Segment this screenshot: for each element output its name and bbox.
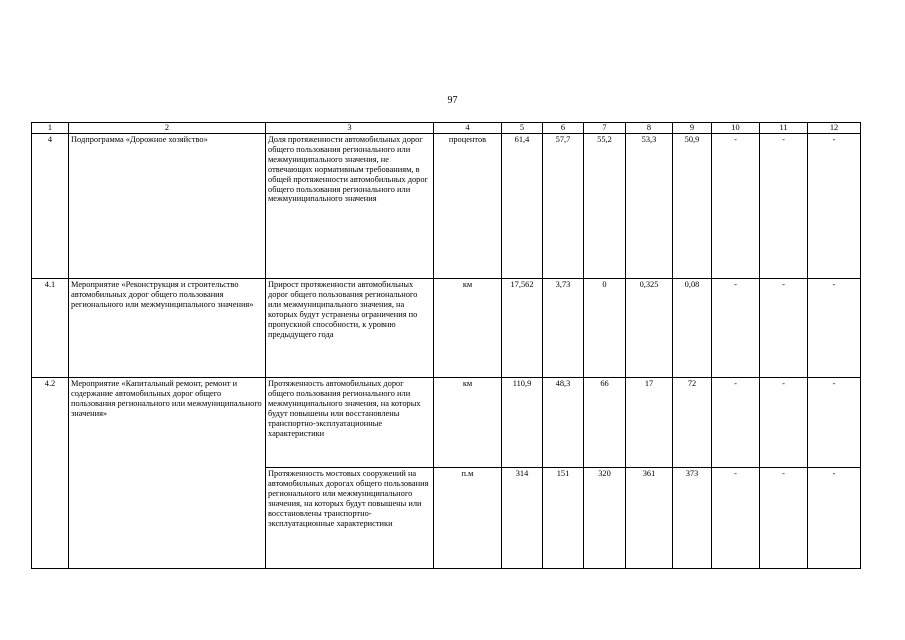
value-cell: - <box>808 279 861 378</box>
value-cell: - <box>808 134 861 279</box>
value-cell: - <box>712 134 760 279</box>
indicator-name: Доля протяженности автомобильных дорог общего пользования регионального или межмуниципального значения, не отвечающих нормативным требованиям, в общей протяженности автомобильных дорог общего пользования регионального или межмуниципального значения <box>266 134 434 279</box>
column-number-cell: 10 <box>712 123 760 134</box>
value-cell: 361 <box>626 468 673 569</box>
value-cell: 320 <box>584 468 626 569</box>
value-cell: 3,73 <box>543 279 584 378</box>
value-cell: - <box>712 468 760 569</box>
unit: км <box>434 378 502 468</box>
value-cell: - <box>760 468 808 569</box>
page-number: 97 <box>447 95 458 106</box>
column-number-cell: 4 <box>434 123 502 134</box>
column-number-cell: 5 <box>502 123 543 134</box>
value-cell: 50,9 <box>673 134 712 279</box>
row-number: 4.1 <box>32 279 69 378</box>
table-row <box>32 134 861 279</box>
indicators-table <box>31 122 861 569</box>
column-number-cell: 7 <box>584 123 626 134</box>
column-number-cell: 3 <box>266 123 434 134</box>
value-cell: 66 <box>584 378 626 468</box>
program-name: Мероприятие «Капитальный ремонт, ремонт и содержание автомобильных дорог общего пользования регионального или межмуниципального значения» <box>69 378 266 569</box>
unit: п.м <box>434 468 502 569</box>
value-cell: 53,3 <box>626 134 673 279</box>
value-cell: 314 <box>502 468 543 569</box>
value-cell: - <box>808 378 861 468</box>
indicator-name: Прирост протяженности автомобильных дорог общего пользования регионального или межмуниципального значения, на которых будут устранены ограничения по пропускной способности, к уровню предыдущего года <box>266 279 434 378</box>
value-cell: 61,4 <box>502 134 543 279</box>
program-name: Подпрограмма «Дорожное хозяйство» <box>69 134 266 279</box>
value-cell: - <box>808 468 861 569</box>
column-number-cell: 2 <box>69 123 266 134</box>
value-cell: - <box>712 279 760 378</box>
value-cell: - <box>760 279 808 378</box>
value-cell: 57,7 <box>543 134 584 279</box>
column-number-cell: 12 <box>808 123 861 134</box>
value-cell: - <box>760 378 808 468</box>
value-cell: 110,9 <box>502 378 543 468</box>
value-cell: 373 <box>673 468 712 569</box>
indicator-name: Протяженность автомобильных дорог общего пользования регионального или межмуниципального значения, на которых будут повышены или восстановлены транспортно-эксплуатационные характеристики <box>266 378 434 468</box>
column-number-cell: 1 <box>32 123 69 134</box>
value-cell: - <box>712 378 760 468</box>
value-cell: 0,325 <box>626 279 673 378</box>
unit: процентов <box>434 134 502 279</box>
value-cell: 0,08 <box>673 279 712 378</box>
value-cell: 151 <box>543 468 584 569</box>
column-number-cell: 6 <box>543 123 584 134</box>
unit: км <box>434 279 502 378</box>
table-row <box>32 279 861 378</box>
table-row <box>32 378 861 468</box>
program-name: Мероприятие «Реконструкция и строительство автомобильных дорог общего пользования регионального или межмуниципального значения» <box>69 279 266 378</box>
column-number-cell: 8 <box>626 123 673 134</box>
value-cell: 17 <box>626 378 673 468</box>
value-cell: 48,3 <box>543 378 584 468</box>
column-number-cell: 9 <box>673 123 712 134</box>
row-number: 4 <box>32 134 69 279</box>
column-number-cell: 11 <box>760 123 808 134</box>
value-cell: 17,562 <box>502 279 543 378</box>
value-cell: 55,2 <box>584 134 626 279</box>
value-cell: - <box>760 134 808 279</box>
column-number-row <box>32 123 861 134</box>
indicator-name: Протяженность мостовых сооружений на автомобильных дорогах общего пользования регионального или межмуниципального значения, на которых будут повышены или восстановлены транспортно-эксплуатационные характеристики <box>266 468 434 569</box>
value-cell: 72 <box>673 378 712 468</box>
value-cell: 0 <box>584 279 626 378</box>
row-number: 4.2 <box>32 378 69 569</box>
